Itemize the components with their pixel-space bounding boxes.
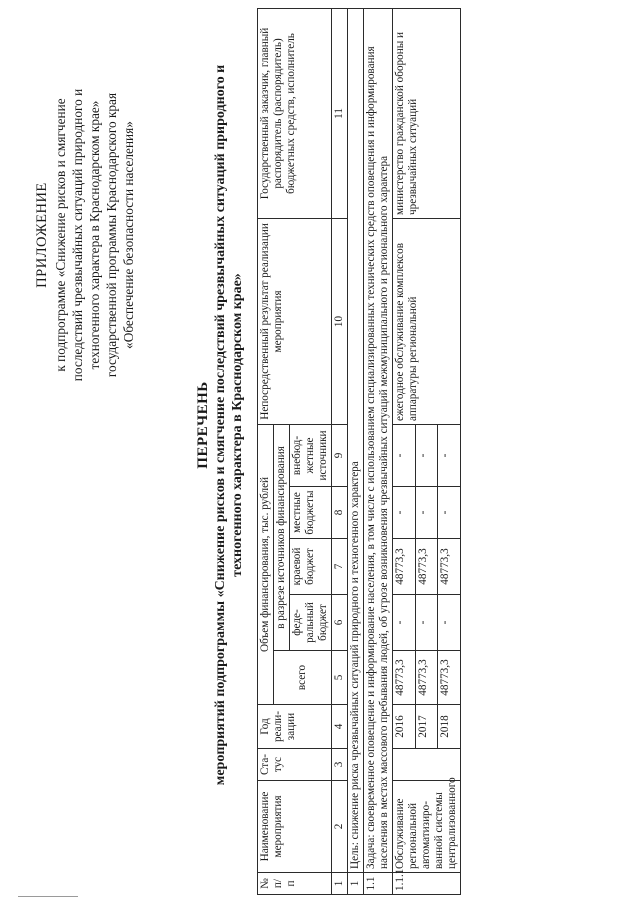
- appendix-line: к подпрограмме «Снижение рисков и смягчение: [53, 98, 68, 372]
- column-number: 11: [332, 8, 348, 218]
- column-number: 6: [332, 595, 348, 651]
- header-extra: внебюд-жетные источники: [290, 424, 332, 486]
- header-total: всего: [274, 651, 332, 705]
- task-text: Задача: своевременное оповещение и информирование населения, в том числе с использованием специализированных технических средств оповещения и информирования населения в местах массового пребывания людей, об угрозе возникновения чрезвычайных ситуаций межмуниципального и регионального характера: [364, 8, 393, 872]
- item-year: 2016: [393, 705, 416, 749]
- item-total: 48773,3: [438, 651, 461, 705]
- item-extra: -: [438, 424, 461, 486]
- header-funding: Объем финансирования, тыс. рублей: [258, 424, 274, 704]
- header-regional: краевой бюджет: [290, 539, 332, 595]
- item-total: 48773,3: [415, 651, 438, 705]
- header-federal: феде-ральный бюджет: [290, 595, 332, 651]
- item-local: -: [393, 487, 416, 539]
- appendix-line: последствий чрезвычайных ситуаций природного и: [70, 88, 85, 382]
- item-status: [393, 749, 461, 781]
- scan-margin-mark: [18, 896, 78, 897]
- appendix-line: государственной программы Краснодарского края: [104, 92, 119, 378]
- appendix-title: ПРИЛОЖЕНИЕ: [34, 182, 50, 288]
- column-number: 10: [332, 218, 348, 424]
- column-number: 3: [332, 749, 348, 781]
- header-status: Ста-тус: [258, 749, 332, 781]
- document-title: [195, 15, 246, 835]
- item-federal: -: [438, 595, 461, 651]
- header-year: Год реали-зации: [258, 705, 332, 749]
- item-row: [393, 8, 416, 894]
- item-result: ежегодное обслуживание комплексов аппаратуры региональной: [393, 218, 461, 424]
- header-customer: Государственный заказчик, главный распорядитель (распорядитель) бюджетных средств, исполнитель: [258, 8, 332, 218]
- task-num: 1.1: [364, 873, 393, 895]
- task-row: [364, 8, 393, 894]
- header-sources: в разрезе источников финансирования: [274, 424, 290, 650]
- document-subtitle-line: мероприятий подпрограммы «Снижение рисков и смягчение последствий чрезвычайных ситуаций природного и: [213, 64, 228, 786]
- item-num: 1.1.1: [393, 873, 461, 895]
- item-local: -: [438, 487, 461, 539]
- item-federal: -: [393, 595, 416, 651]
- column-number: 9: [332, 424, 348, 486]
- item-regional: 48773,3: [438, 539, 461, 595]
- document-subtitle-line: техногенного характера в Краснодарском крае»: [230, 273, 245, 577]
- document-heading: ПЕРЕЧЕНЬ: [195, 381, 211, 469]
- header-num: № п/п: [258, 873, 332, 895]
- header-local: местные бюджеты: [290, 487, 332, 539]
- appendix-line: техногенного характера в Краснодарском крае»: [87, 100, 102, 370]
- item-federal: -: [415, 595, 438, 651]
- measures-table: [257, 8, 461, 895]
- appendix-line: «Обеспечение безопасности населения»: [121, 121, 136, 349]
- item-year: 2018: [438, 705, 461, 749]
- goal-text: Цель: снижение риска чрезвычайных ситуаций природного и техногенного характера: [348, 8, 364, 872]
- item-customer: министерство гражданской обороны и чрезвычайных ситуаций: [393, 8, 461, 218]
- appendix-block: [34, 35, 137, 435]
- header-name: Наименование мероприятия: [258, 781, 332, 873]
- item-extra: -: [393, 424, 416, 486]
- item-total: 48773,3: [393, 651, 416, 705]
- item-regional: 48773,3: [415, 539, 438, 595]
- header-result: Непосредственный результат реализации мероприятия: [258, 218, 332, 424]
- column-number: 2: [332, 781, 348, 873]
- column-number: 1: [332, 873, 348, 895]
- goal-num: 1: [348, 873, 364, 895]
- goal-row: [348, 8, 364, 894]
- column-number: 5: [332, 651, 348, 705]
- column-number: 8: [332, 487, 348, 539]
- column-number: 7: [332, 539, 348, 595]
- item-year: 2017: [415, 705, 438, 749]
- item-regional: 48773,3: [393, 539, 416, 595]
- column-number-row: [332, 8, 348, 894]
- item-local: -: [415, 487, 438, 539]
- item-extra: -: [415, 424, 438, 486]
- item-name: Обслуживание региональной автоматизиро-ванной системы централизованного: [393, 781, 461, 873]
- column-number: 4: [332, 705, 348, 749]
